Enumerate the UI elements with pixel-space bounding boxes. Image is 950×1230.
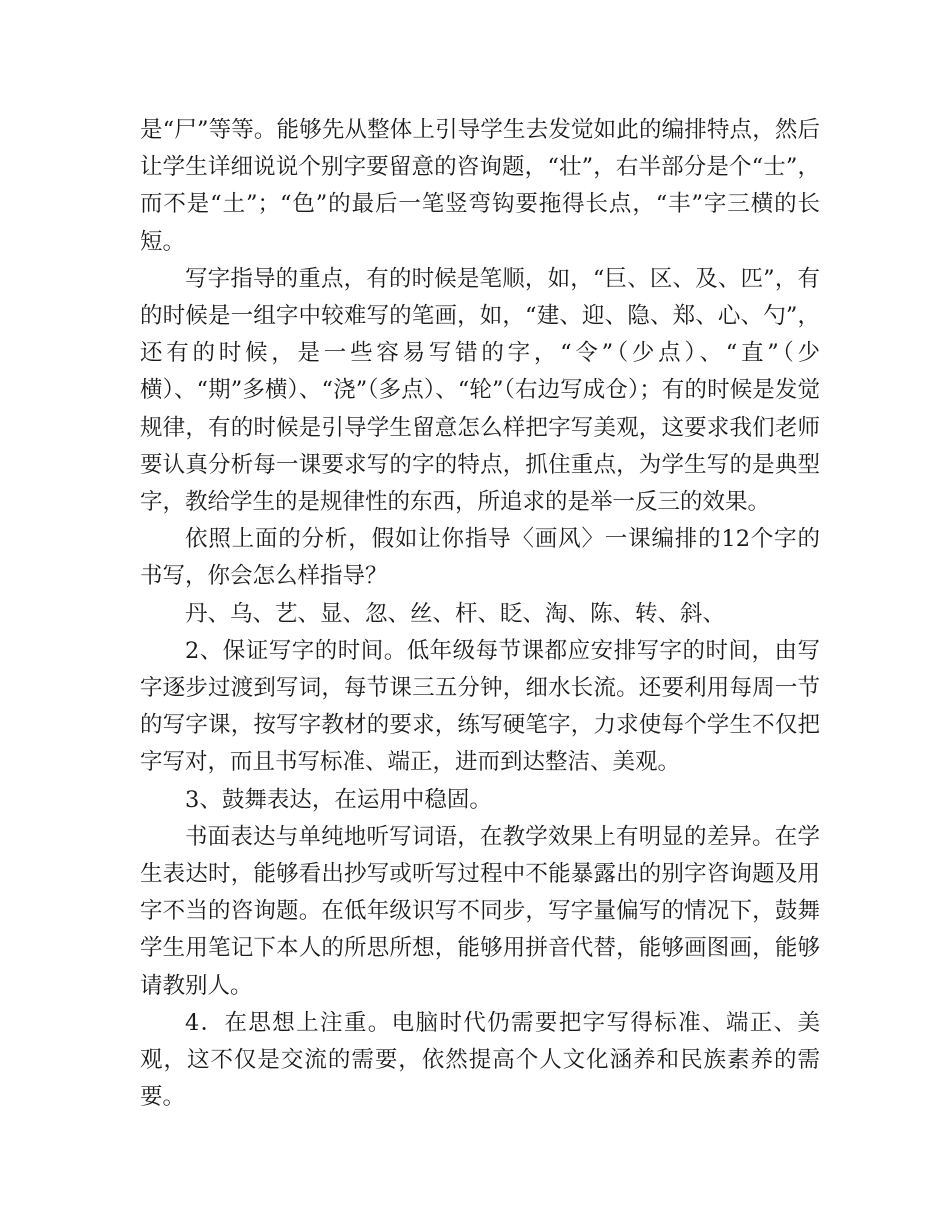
document-page xyxy=(140,112,820,1116)
paragraph-7: 书面表达与单纯地听写词语，在教学效果上有明显的差异。在学生表达时，能够看出抄写或听写过程中不能暴露出的别字咨询题及用字不当的咨询题。在低年级识写不同步，写字量偏写的情况下，鼓舞学生用笔记下本人的所思所想，能够用拼音代替，能够画图画，能够请教别人。 xyxy=(140,823,820,999)
paragraph-6: 3、鼓舞表达，在运用中稳固。 xyxy=(185,786,492,813)
paragraph-5: 2、保证写字的时间。低年级每节课都应安排写字的时间，由写字逐步过渡到写词，每节课三五分钟，细水长流。还要利用每周一节的写字课，按写字教材的要求，练写硬笔字，力求使每个学生不仅把字写对，而且书写标准、端正，进而到达整洁、美观。 xyxy=(140,637,820,776)
paragraph-4: 丹、乌、艺、显、忽、丝、杆、眨、淘、陈、转、斜、 xyxy=(185,600,726,627)
paragraph-3: 依照上面的分析，假如让你指导〈画风〉一课编排的12个字的书写，你会怎么样指导？ xyxy=(140,526,820,590)
paragraph-1: 是“尸”等等。能够先从整体上引导学生去发觉如此的编排特点，然后让学生详细说说个别字要留意的咨询题，“壮”，右半部分是个“士”，而不是“土”；“色”的最后一笔竖弯钩要拖得长点，“丰”字三横的长短。 xyxy=(140,117,820,255)
paragraph-8: 4．在思想上注重。电脑时代仍需要把字写得标准、端正、美观，这不仅是交流的需要，依然提高个人文化涵养和民族素养的需要。 xyxy=(140,1009,820,1111)
paragraph-2: 写字指导的重点，有的时候是笔顺，如，“巨、区、及、匹”，有的时候是一组字中较难写的笔画，如，“建、迎、隐、郑、心、勺”，还有的时候，是一些容易写错的字，“令”（少点）、“直”（少横）、“期”多横）、“浇”（多点）、“轮”（右边写成仓）；有的时候是发觉规律，有的时候是引导学生留意怎么样把字写美观，这要求我们老师要认真分析每一课要求写的字的特点，抓住重点，为学生写的是典型字，教给学生的是规律性的东西，所追求的是举一反三的效果。 xyxy=(140,265,820,516)
